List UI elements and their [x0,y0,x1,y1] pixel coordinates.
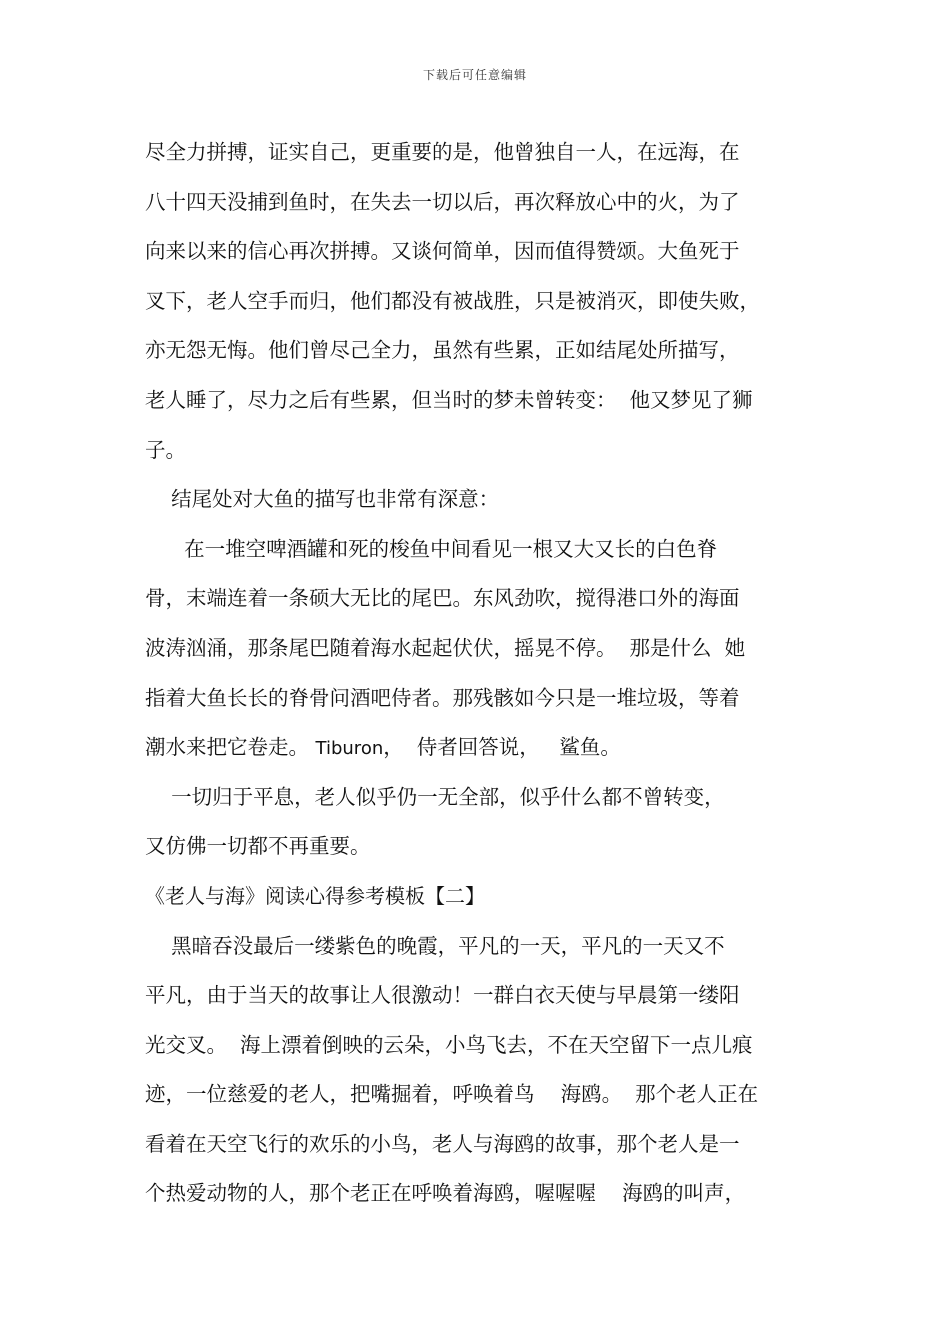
body-line: 光交叉。 海上漂着倒映的云朵，小鸟飞去，不在天空留下一点儿痕 [145,1032,753,1057]
body-line: 八十四天没捕到鱼时，在失去一切以后，再次释放心中的火，为了 [145,189,740,214]
body-line: 亦无怨无悔。他们曾尽己全力，虽然有些累，正如结尾处所描写， [145,338,740,363]
body-line-text: ， 侍者回答说， 鲨鱼。 [383,735,621,760]
latin-word: Tiburon [315,738,384,760]
paragraph-start: 结尾处对大鱼的描写也非常有深意： [145,487,500,512]
paragraph-start: 一切归于平息，老人似乎仍一无全部，似乎什么都不曾转变， [145,784,725,809]
body-line-with-latin [145,723,821,773]
body-line: 迹，一位慈爱的老人，把嘴掘着，呼唤着鸟 海鸥。 那个老人正在 [145,1082,759,1107]
body-line: 尽全力拼搏，证实自己，更重要的是，他曾独自一人，在远海，在 [145,140,740,164]
body-line: 波涛汹涌，那条尾巴随着海水起起伏伏，摇晃不停。 那是什么 她 [145,635,746,660]
body-line: 看着在天空飞行的欢乐的小鸟，老人与海鸥的故事，那个老人是一 [145,1131,740,1156]
paragraph-start: 黑暗吞没最后一缕紫色的晚霞，平凡的一天，平凡的一天又不 [145,933,725,958]
body-line: 子。 [145,437,186,462]
body-line: 指着大鱼长长的脊骨问酒吧侍者。那残骸如今只是一堆垃圾，等着 [145,685,740,710]
body-line: 老人睡了，尽力之后有些累，但当时的梦未曾转变： 他又梦见了狮 [145,387,753,412]
body-line-text: 潮水来把它卷走。 [145,735,309,760]
body-line: 又仿佛一切都不再重要。 [145,834,371,859]
body-line: 平凡，由于当天的故事让人很激动！一群白衣天使与早晨第一缕阳 [145,983,740,1008]
page-header-note: 下载后可任意编辑 [422,68,527,82]
document-body [145,128,821,1219]
body-line: 叉下，老人空手而归，他们都没有被战胜，只是被消灭，即使失败， [145,288,760,313]
body-line: 向来以来的信心再次拼搏。又谈何简单，因而值得赞颂。大鱼死于 [145,239,740,264]
section-heading: 《老人与海》阅读心得参考模板【二】 [145,883,485,908]
body-line: 骨，末端连着一条硕大无比的尾巴。东风劲吹，搅得港口外的海面 [145,586,740,611]
quote-start: 在一堆空啤酒罐和死的梭鱼中间看见一根又大又长的白色脊 [145,536,718,561]
body-line: 个热爱动物的人，那个老正在呼唤着海鸥，喔喔喔 海鸥的叫声， [145,1181,746,1206]
